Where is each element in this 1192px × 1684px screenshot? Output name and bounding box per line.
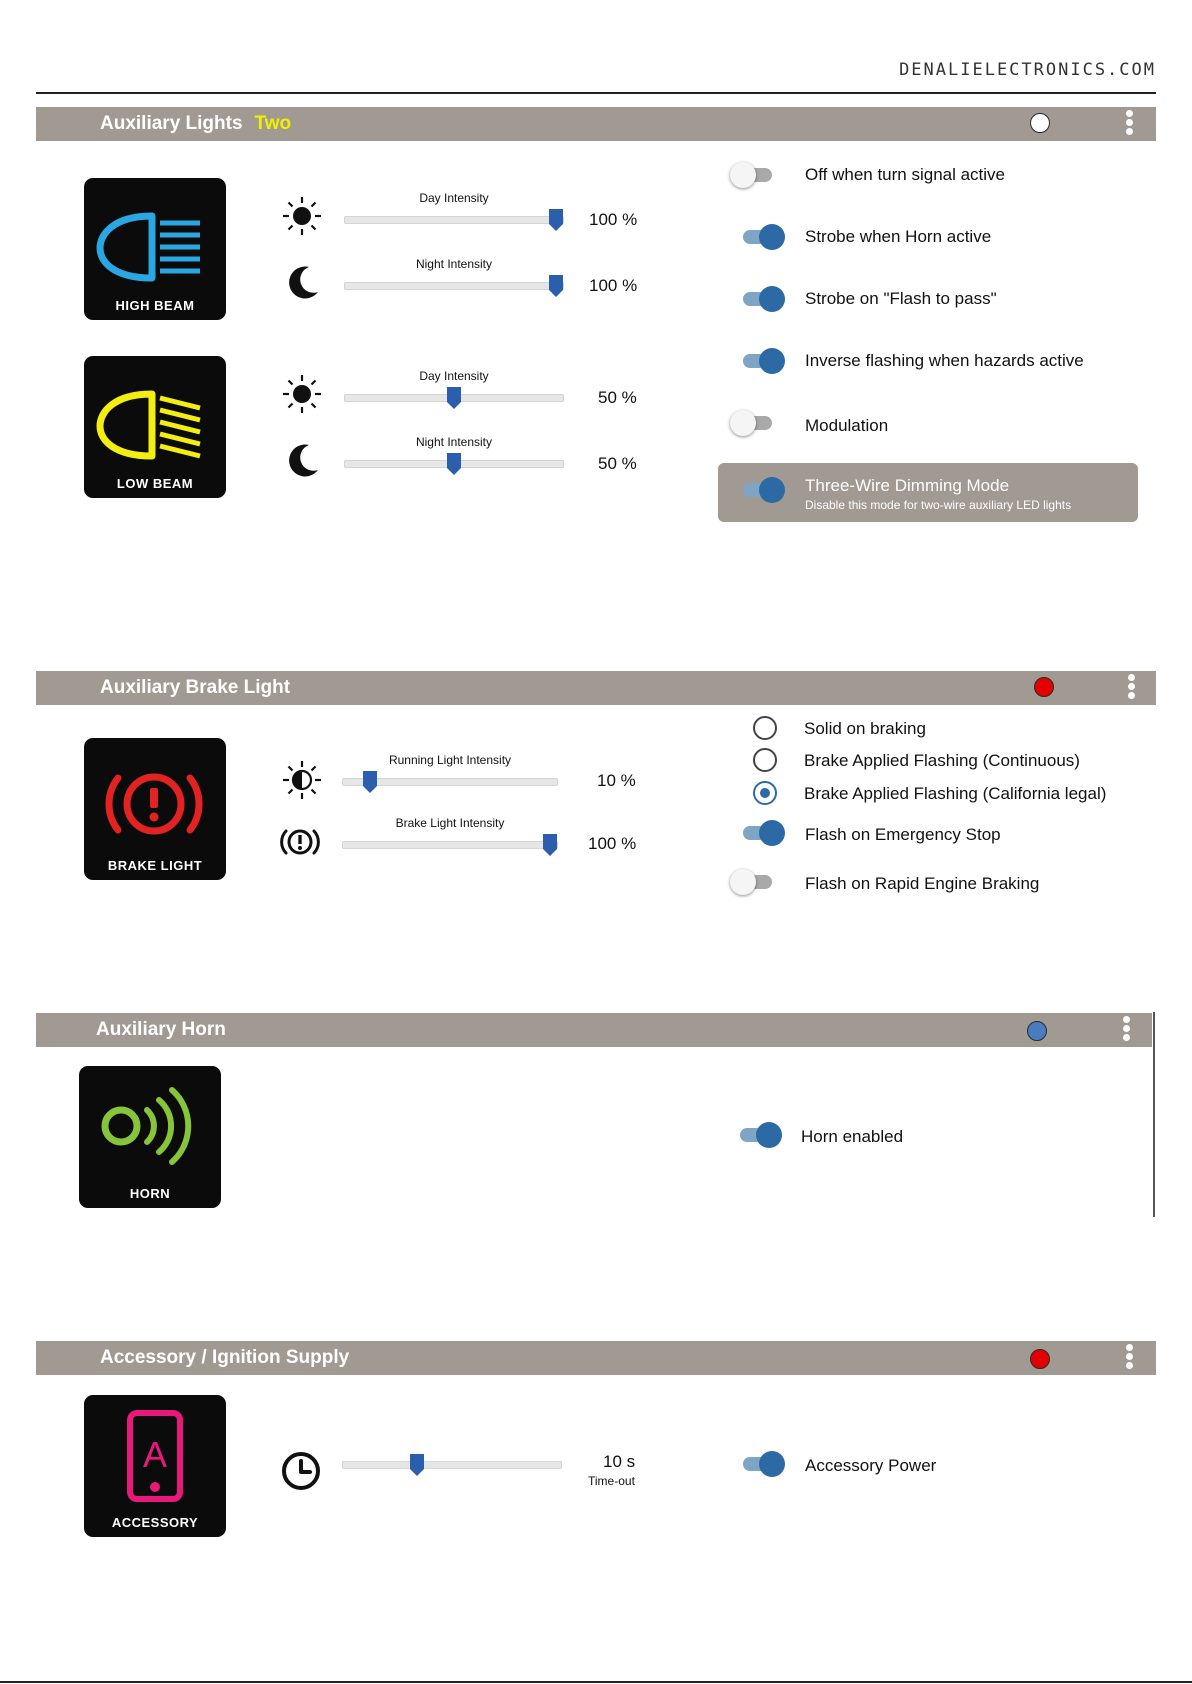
low-beam-day-thumb[interactable]	[447, 387, 461, 409]
high-beam-night-thumb[interactable]	[549, 275, 563, 297]
aux-lights-status-dot	[1030, 113, 1050, 133]
accessory-tile[interactable]	[84, 1395, 226, 1537]
low-beam-night-slider[interactable]	[344, 460, 564, 468]
accessory-header	[36, 1341, 1156, 1375]
timeout-thumb[interactable]	[410, 1454, 424, 1476]
strobe-when-horn-toggle[interactable]	[737, 223, 785, 251]
low-beam-night-caption: Night Intensity	[415, 435, 493, 449]
accessory-menu-icon[interactable]	[1124, 1344, 1134, 1372]
aux-lights-title	[100, 113, 291, 135]
horn-enabled-toggle[interactable]	[734, 1121, 782, 1149]
high-beam-night-caption: Night Intensity	[415, 257, 493, 271]
accessory-label: ACCESSORY	[111, 1515, 199, 1530]
running-light-value: 10 %	[597, 771, 636, 790]
moon-icon	[282, 440, 322, 480]
horn-menu-icon[interactable]	[1121, 1016, 1131, 1044]
radio-solid-on-braking[interactable]	[753, 716, 777, 740]
low-beam-day-slider[interactable]	[344, 394, 564, 402]
accessory-title: Accessory / Ignition Supply	[100, 1347, 350, 1368]
brake-light-label: BRAKE LIGHT	[107, 858, 203, 873]
brake-light-value: 100 %	[588, 834, 637, 853]
three-wire-dimming-toggle[interactable]	[737, 476, 785, 504]
three-wire-dimming-label: Three-Wire Dimming Mode	[805, 476, 1010, 495]
horn-status-dot	[1027, 1021, 1047, 1041]
high-beam-night-slider[interactable]	[344, 282, 564, 290]
aux-lights-subtitle: Two	[254, 113, 292, 134]
aux-lights-title-text: Auxiliary Lights	[100, 113, 243, 134]
brake-light-caption: Brake Light Intensity	[395, 816, 505, 830]
low-beam-tile[interactable]	[84, 356, 226, 498]
flash-rapid-engine-braking-label: Flash on Rapid Engine Braking	[805, 874, 1040, 893]
low-beam-day-caption: Day Intensity	[419, 369, 489, 383]
timeout-slider[interactable]	[342, 1461, 562, 1469]
brand-logo-text: DENALIELECTRONICS.COM	[899, 60, 1156, 80]
aux-lights-header	[36, 107, 1156, 141]
svg-text:A: A	[142, 1434, 168, 1475]
high-beam-label: HIGH BEAM	[115, 298, 195, 313]
inverse-flashing-label: Inverse flashing when hazards active	[805, 351, 1084, 370]
running-light-thumb[interactable]	[363, 771, 377, 793]
strobe-when-horn-label: Strobe when Horn active	[805, 227, 992, 246]
solid-on-braking-label: Solid on braking	[804, 719, 926, 738]
running-light-icon	[282, 760, 322, 800]
horn-tile[interactable]	[79, 1066, 221, 1208]
low-beam-label: LOW BEAM	[116, 476, 194, 491]
high-beam-day-slider[interactable]	[344, 216, 564, 224]
strobe-flash-to-pass-toggle[interactable]	[737, 285, 785, 313]
accessory-status-dot	[1030, 1349, 1050, 1369]
brake-status-dot	[1034, 677, 1054, 697]
running-light-slider[interactable]	[342, 778, 558, 786]
high-beam-night-value: 100 %	[589, 276, 638, 295]
flashing-continuous-label: Brake Applied Flashing (Continuous)	[804, 751, 1080, 770]
strobe-flash-to-pass-label: Strobe on "Flash to pass"	[805, 289, 997, 308]
radio-flashing-california[interactable]	[753, 781, 777, 805]
aux-lights-menu-icon[interactable]	[1124, 110, 1134, 138]
high-beam-day-caption: Day Intensity	[419, 191, 489, 205]
horn-enabled-label: Horn enabled	[801, 1127, 904, 1146]
low-beam-night-value: 50 %	[598, 454, 637, 473]
flash-rapid-engine-braking-toggle[interactable]	[730, 868, 778, 896]
modulation-label: Modulation	[805, 416, 889, 435]
top-divider	[36, 92, 1156, 94]
scrollbar-edge	[1153, 1012, 1155, 1217]
high-beam-day-thumb[interactable]	[549, 209, 563, 231]
high-beam-day-value: 100 %	[589, 210, 638, 229]
radio-flashing-continuous[interactable]	[753, 748, 777, 772]
timeout-value: 10 s	[603, 1452, 636, 1471]
inverse-flashing-toggle[interactable]	[737, 347, 785, 375]
brake-title: Auxiliary Brake Light	[100, 677, 291, 698]
three-wire-dimming-description: Disable this mode for two-wire auxiliary LED lights	[805, 498, 1072, 512]
brake-light-thumb[interactable]	[543, 834, 557, 856]
brake-light-tile[interactable]	[84, 738, 226, 880]
high-beam-tile[interactable]	[84, 178, 226, 320]
clock-icon	[281, 1451, 321, 1491]
horn-label: HORN	[129, 1186, 171, 1201]
brake-indicator-icon	[280, 822, 320, 862]
off-when-turn-signal-toggle[interactable]	[730, 161, 778, 189]
brake-header	[36, 671, 1156, 705]
timeout-caption: Time-out	[588, 1474, 635, 1488]
low-beam-day-value: 50 %	[598, 388, 637, 407]
brake-light-slider[interactable]	[342, 841, 558, 849]
modulation-toggle[interactable]	[730, 409, 778, 437]
flashing-california-label: Brake Applied Flashing (California legal)	[804, 784, 1107, 803]
running-light-caption: Running Light Intensity	[388, 753, 512, 767]
flash-emergency-stop-label: Flash on Emergency Stop	[805, 825, 1001, 844]
brake-menu-icon[interactable]	[1126, 674, 1136, 702]
accessory-power-toggle[interactable]	[737, 1450, 785, 1478]
flash-emergency-stop-toggle[interactable]	[737, 819, 785, 847]
off-when-turn-signal-label: Off when turn signal active	[805, 165, 1006, 184]
bottom-divider	[0, 1681, 1192, 1683]
sun-icon	[282, 374, 322, 414]
moon-icon	[282, 262, 322, 302]
horn-title: Auxiliary Horn	[96, 1019, 226, 1040]
low-beam-night-thumb[interactable]	[447, 453, 461, 475]
accessory-power-label: Accessory Power	[805, 1456, 937, 1475]
sun-icon	[282, 196, 322, 236]
horn-header	[36, 1013, 1152, 1047]
